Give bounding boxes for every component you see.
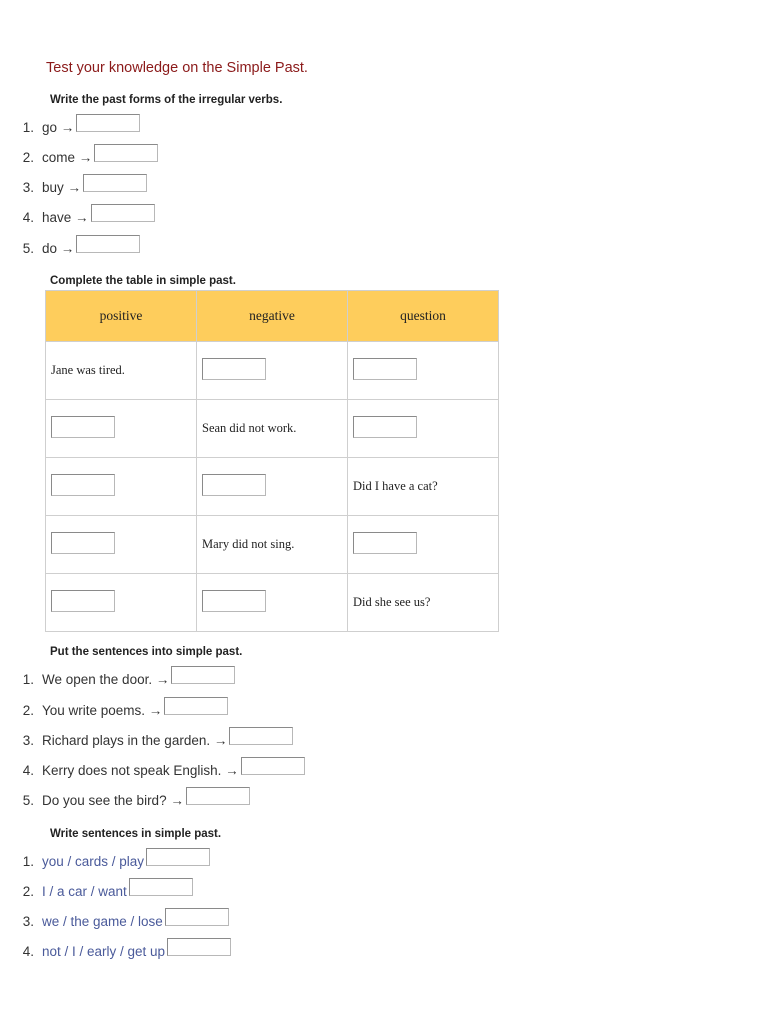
item-number: 3. xyxy=(22,914,34,929)
item-text: We open the door. → xyxy=(42,672,170,687)
item-number: 1. xyxy=(22,672,34,687)
table-row xyxy=(46,574,499,632)
answer-input[interactable] xyxy=(51,590,115,612)
section3-heading: Put the sentences into simple past. xyxy=(50,646,243,658)
answer-input[interactable] xyxy=(94,144,158,162)
item-number: 4. xyxy=(22,210,34,225)
answer-input[interactable] xyxy=(146,848,210,866)
item-number: 5. xyxy=(22,793,34,808)
answer-input[interactable] xyxy=(202,358,266,380)
table-cell xyxy=(46,400,197,458)
section2-heading: Complete the table in simple past. xyxy=(50,275,236,287)
answer-input[interactable] xyxy=(164,697,228,715)
table-header-row xyxy=(46,291,499,342)
item-text: Kerry does not speak English. → xyxy=(42,763,239,778)
column-header-positive: positive xyxy=(46,291,197,342)
list-item xyxy=(0,144,158,166)
item-number: 3. xyxy=(22,733,34,748)
item-number: 5. xyxy=(22,241,34,256)
answer-input[interactable] xyxy=(202,590,266,612)
answer-input[interactable] xyxy=(83,174,147,192)
table-cell: Mary did not sing. xyxy=(197,516,348,574)
item-number: 1. xyxy=(22,120,34,135)
answer-input[interactable] xyxy=(353,358,417,380)
list-item xyxy=(0,697,228,719)
answer-input[interactable] xyxy=(91,204,155,222)
list-item xyxy=(0,235,140,257)
answer-input[interactable] xyxy=(76,114,140,132)
answer-input[interactable] xyxy=(229,727,293,745)
section1-heading: Write the past forms of the irregular verbs. xyxy=(50,94,283,106)
item-text: you / cards / play xyxy=(42,854,145,869)
item-text: have → xyxy=(42,210,89,225)
table-row xyxy=(46,458,499,516)
answer-input[interactable] xyxy=(202,474,266,496)
answer-input[interactable] xyxy=(353,416,417,438)
answer-input[interactable] xyxy=(165,908,229,926)
answer-input[interactable] xyxy=(167,938,231,956)
list-item xyxy=(0,666,235,688)
list-item xyxy=(0,848,210,870)
list-item xyxy=(0,114,140,136)
answer-input[interactable] xyxy=(129,878,193,896)
table-cell: Jane was tired. xyxy=(46,342,197,400)
table-row xyxy=(46,400,499,458)
table-cell: Did I have a cat? xyxy=(348,458,499,516)
page-title: Test your knowledge on the Simple Past. xyxy=(46,60,308,76)
item-number: 1. xyxy=(22,854,34,869)
answer-input[interactable] xyxy=(51,474,115,496)
item-text: not / I / early / get up xyxy=(42,944,166,959)
table-cell xyxy=(46,458,197,516)
item-number: 3. xyxy=(22,180,34,195)
answer-input[interactable] xyxy=(241,757,305,775)
simple-past-table xyxy=(45,290,499,632)
list-item xyxy=(0,908,229,930)
list-item xyxy=(0,878,193,900)
item-number: 2. xyxy=(22,884,34,899)
item-text: do → xyxy=(42,241,75,256)
answer-input[interactable] xyxy=(76,235,140,253)
item-number: 4. xyxy=(22,763,34,778)
table-cell xyxy=(348,516,499,574)
table-cell xyxy=(348,400,499,458)
list-item xyxy=(0,174,147,196)
column-header-negative: negative xyxy=(197,291,348,342)
section4-heading: Write sentences in simple past. xyxy=(50,828,222,840)
column-header-question: question xyxy=(348,291,499,342)
table-cell xyxy=(197,458,348,516)
answer-input[interactable] xyxy=(171,666,235,684)
answer-input[interactable] xyxy=(353,532,417,554)
table-cell: Sean did not work. xyxy=(197,400,348,458)
item-text: go → xyxy=(42,120,75,135)
answer-input[interactable] xyxy=(51,416,115,438)
list-item xyxy=(0,757,305,779)
list-item xyxy=(0,938,231,960)
table-cell xyxy=(197,574,348,632)
item-text: Do you see the bird? → xyxy=(42,793,184,808)
item-text: we / the game / lose xyxy=(42,914,163,929)
table-cell: Did she see us? xyxy=(348,574,499,632)
item-text: I / a car / want xyxy=(42,884,127,899)
item-text: come → xyxy=(42,150,93,165)
list-item xyxy=(0,204,155,226)
answer-input[interactable] xyxy=(51,532,115,554)
item-text: buy → xyxy=(42,180,82,195)
list-item xyxy=(0,727,293,749)
table-cell xyxy=(46,574,197,632)
table-row xyxy=(46,516,499,574)
item-number: 2. xyxy=(22,150,34,165)
list-item xyxy=(0,787,250,809)
item-text: You write poems. → xyxy=(42,703,163,718)
item-number: 2. xyxy=(22,703,34,718)
table-cell xyxy=(46,516,197,574)
item-text: Richard plays in the garden. → xyxy=(42,733,228,748)
answer-input[interactable] xyxy=(186,787,250,805)
table-cell xyxy=(348,342,499,400)
table-cell xyxy=(197,342,348,400)
item-number: 4. xyxy=(22,944,34,959)
table-row xyxy=(46,342,499,400)
